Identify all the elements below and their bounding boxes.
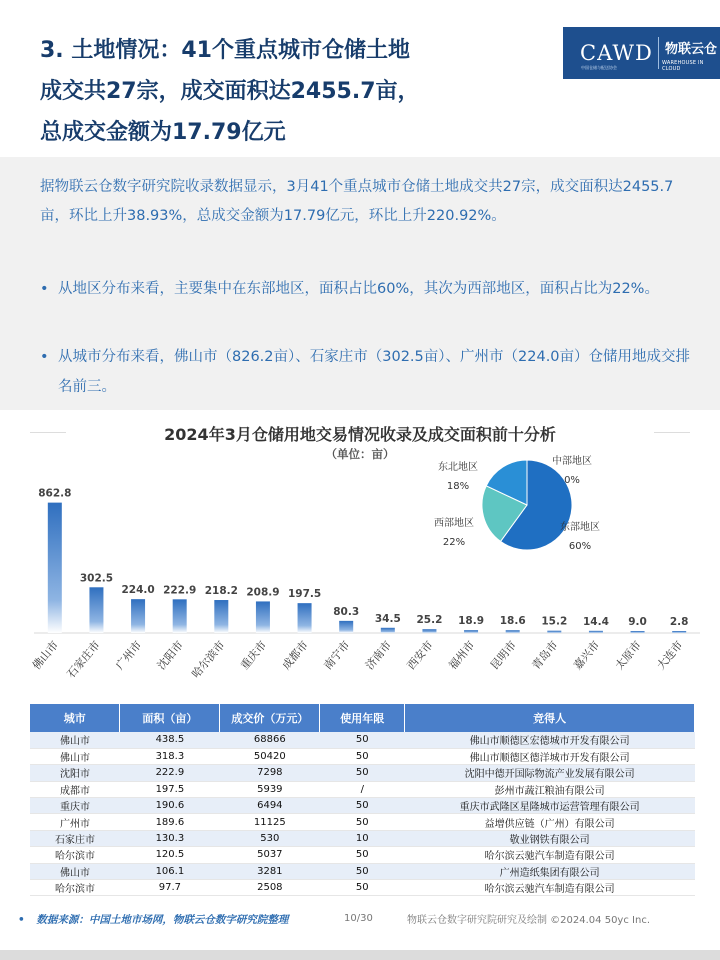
bar-value-label: 208.9 — [246, 586, 280, 599]
cell-city: 哈尔滨市 — [30, 880, 120, 896]
cell-buyer: 哈尔滨云驰汽车制造有限公司 — [405, 847, 695, 863]
cell-buyer: 广州造纸集团有限公司 — [405, 863, 695, 879]
bar-value-label: 224.0 — [121, 584, 155, 597]
cell-price: 5037 — [220, 847, 320, 863]
x-tick-label: 哈尔滨市 — [189, 638, 228, 681]
cell-years: 50 — [320, 765, 405, 781]
chart-title: 2024年3月仓储用地交易情况收录及成交面积前十分析 — [164, 425, 556, 444]
pie-percent: 60% — [568, 541, 592, 552]
bar-哈尔滨市 — [214, 600, 228, 633]
bar-太原市 — [631, 631, 645, 633]
table-row — [30, 830, 695, 846]
cell-price: 530 — [220, 830, 320, 846]
bar-value-label: 18.9 — [458, 615, 485, 628]
bar-嘉兴市 — [589, 631, 603, 633]
summary-box — [0, 157, 720, 410]
cell-price: 2508 — [220, 880, 320, 896]
table-row — [30, 748, 695, 764]
table-row — [30, 880, 695, 896]
x-tick-label: 太原市 — [612, 638, 644, 673]
footer-bullet: • — [18, 914, 25, 926]
summary-bullet-city — [40, 342, 700, 402]
bullet-dot: • — [40, 281, 49, 297]
header-price: 成交价（万元） — [220, 704, 320, 732]
cell-price: 3281 — [220, 863, 320, 879]
cell-buyer: 彭州市蔬江粮油有限公司 — [405, 781, 695, 797]
x-tick-label: 佛山市 — [29, 638, 62, 673]
bar-重庆市 — [256, 601, 270, 633]
cell-area: 189.6 — [120, 814, 220, 830]
cell-years: 50 — [320, 798, 405, 814]
table-row — [30, 814, 695, 830]
title-line-3: 总成交金额为17.79亿元 — [40, 120, 286, 145]
cell-area: 130.3 — [120, 830, 220, 846]
x-tick-label: 大连市 — [654, 638, 686, 673]
bullet-dot: • — [40, 349, 49, 365]
pie-percent: 22% — [442, 537, 466, 548]
cell-buyer: 重庆市武隆区星隆城市运营管理有限公司 — [405, 798, 695, 814]
logo-divider — [658, 37, 659, 69]
pie-percent: 18% — [446, 481, 470, 492]
table-row — [30, 863, 695, 879]
table-row — [30, 765, 695, 781]
header-area: 面积（亩） — [120, 704, 220, 732]
cell-city: 哈尔滨市 — [30, 847, 120, 863]
x-tick-label: 成都市 — [279, 638, 311, 673]
cell-city: 沈阳市 — [30, 765, 120, 781]
cell-area: 106.1 — [120, 863, 220, 879]
x-tick-label: 重庆市 — [238, 638, 270, 673]
logo-subtitle: 中国仓储与配送协会 — [581, 65, 617, 70]
footer-source-text: 数据来源：中国土地市场网，物联云仓数字研究院整理 — [36, 914, 289, 926]
cell-area: 97.7 — [120, 880, 220, 896]
cell-price: 7298 — [220, 765, 320, 781]
cell-area: 197.5 — [120, 781, 220, 797]
bar-广州市 — [131, 599, 145, 633]
bar-value-label: 222.9 — [163, 584, 197, 597]
bar-佛山市 — [48, 503, 62, 633]
bar-value-label: 218.2 — [204, 585, 238, 598]
cell-price: 50420 — [220, 748, 320, 764]
cell-area: 120.5 — [120, 847, 220, 863]
title-line-2: 成交共27宗，成交面积达2455.7亩， — [40, 79, 420, 104]
cell-area: 438.5 — [120, 732, 220, 748]
bar-石家庄市 — [89, 587, 103, 633]
bar-value-label: 34.5 — [374, 612, 401, 625]
pie-label: 中部地区 — [552, 456, 592, 467]
cell-city: 石家庄市 — [30, 830, 120, 846]
logo-brand-text: 物联云仓 — [665, 42, 718, 57]
cell-buyer: 益增供应链（广州）有限公司 — [405, 814, 695, 830]
cell-years: 50 — [320, 748, 405, 764]
cell-buyer: 哈尔滨云驰汽车制造有限公司 — [405, 880, 695, 896]
x-tick-label: 昆明市 — [487, 638, 519, 673]
bar-福州市 — [464, 630, 478, 633]
cell-city: 佛山市 — [30, 748, 120, 764]
land-transaction-table — [30, 704, 695, 896]
logo-cawd-text: CAWD — [580, 41, 653, 65]
x-tick-label: 济南市 — [362, 638, 395, 673]
cell-buyer: 佛山市顺德区宏德城市开发有限公司 — [405, 732, 695, 748]
brand-logo — [563, 27, 720, 79]
footer-credit: 物联云仓数字研究院研究及绘制 ©2024.04 50yc Inc. — [407, 915, 650, 926]
footer-source — [18, 912, 288, 927]
cell-area: 222.9 — [120, 765, 220, 781]
bar-青岛市 — [547, 631, 561, 633]
cell-city: 成都市 — [30, 781, 120, 797]
cell-buyer: 敬业钢铁有限公司 — [405, 830, 695, 846]
cell-buyer: 沈阳中德开国际物流产业发展有限公司 — [405, 765, 695, 781]
summary-paragraph: 据物联云仓数字研究院收录数据显示，3月41个重点城市仓储土地成交共27宗，成交面积达2455.7亩，环比上升38.93%，总成交金额为17.79亿元，环比上升220.92%。 — [40, 179, 674, 224]
bar-value-label: 80.3 — [333, 605, 360, 618]
header-city: 城市 — [30, 704, 120, 732]
x-tick-label: 南宁市 — [321, 638, 353, 673]
pie-percent: 0% — [564, 475, 580, 486]
table-row — [30, 847, 695, 863]
cell-price: 68866 — [220, 732, 320, 748]
x-tick-label: 西安市 — [404, 638, 436, 673]
x-tick-label: 福州市 — [446, 638, 478, 673]
bar-西安市 — [422, 629, 436, 633]
cell-price: 5939 — [220, 781, 320, 797]
title-line-1: 3. 土地情况：41个重点城市仓储土地 — [40, 38, 410, 63]
cell-years: 50 — [320, 814, 405, 830]
chart-subtitle: （单位：亩） — [325, 447, 395, 461]
bottom-bar — [0, 950, 720, 960]
table-row — [30, 798, 695, 814]
bullet-text: 从地区分布来看，主要集中在东部地区，面积占比60%，其次为西部地区，面积占比为22%。 — [58, 281, 659, 297]
cell-price: 6494 — [220, 798, 320, 814]
cell-years: / — [320, 781, 405, 797]
cell-city: 广州市 — [30, 814, 120, 830]
logo-brand-en: WAREHOUSE IN CLOUD — [662, 60, 704, 72]
bar-南宁市 — [339, 621, 353, 633]
bar-济南市 — [381, 628, 395, 633]
cell-years: 50 — [320, 880, 405, 896]
cell-city: 佛山市 — [30, 863, 120, 879]
bar-value-label: 14.4 — [582, 615, 609, 628]
cell-area: 318.3 — [120, 748, 220, 764]
cell-buyer: 佛山市顺德区德洋城市开发有限公司 — [405, 748, 695, 764]
table-row — [30, 732, 695, 748]
pie-label: 东部地区 — [560, 522, 600, 533]
bullet-text: 从城市分布来看，佛山市（826.2亩）、石家庄市（302.5亩）、广州市（224.0亩）仓储用地成交排名前三。 — [58, 349, 691, 395]
bar-value-label: 25.2 — [416, 614, 443, 627]
bar-value-label: 197.5 — [287, 588, 322, 601]
bar-value-label: 18.6 — [499, 615, 526, 628]
cell-area: 190.6 — [120, 798, 220, 814]
bar-value-label: 2.8 — [669, 616, 689, 628]
x-tick-label: 广州市 — [113, 638, 145, 673]
x-tick-label: 嘉兴市 — [571, 638, 603, 673]
bar-沈阳市 — [173, 599, 187, 633]
page-number: 10/30 — [344, 913, 373, 924]
table-header-row — [30, 704, 695, 732]
bar-value-label: 15.2 — [541, 615, 568, 628]
pie-label: 西部地区 — [434, 518, 474, 529]
header-years: 使用年限 — [320, 704, 405, 732]
bar-大连市 — [672, 631, 686, 633]
summary-bullet-region — [40, 274, 700, 304]
cell-years: 10 — [320, 830, 405, 846]
cell-years: 50 — [320, 847, 405, 863]
table-row — [30, 781, 695, 797]
cell-price: 11125 — [220, 814, 320, 830]
x-tick-label: 石家庄市 — [64, 638, 103, 681]
bar-value-label: 302.5 — [79, 572, 114, 585]
cell-years: 50 — [320, 863, 405, 879]
bar-成都市 — [298, 603, 312, 633]
cell-city: 重庆市 — [30, 798, 120, 814]
bar-昆明市 — [506, 630, 520, 633]
x-tick-label: 沈阳市 — [154, 638, 186, 673]
header-buyer: 竞得人 — [405, 704, 695, 732]
pie-label: 东北地区 — [438, 462, 478, 473]
cell-years: 50 — [320, 732, 405, 748]
pie-chart — [420, 448, 630, 558]
bar-value-label: 862.8 — [38, 487, 72, 500]
bar-value-label: 9.0 — [628, 616, 647, 628]
x-tick-label: 青岛市 — [529, 638, 561, 673]
page-title — [40, 30, 560, 153]
cell-city: 佛山市 — [30, 732, 120, 748]
